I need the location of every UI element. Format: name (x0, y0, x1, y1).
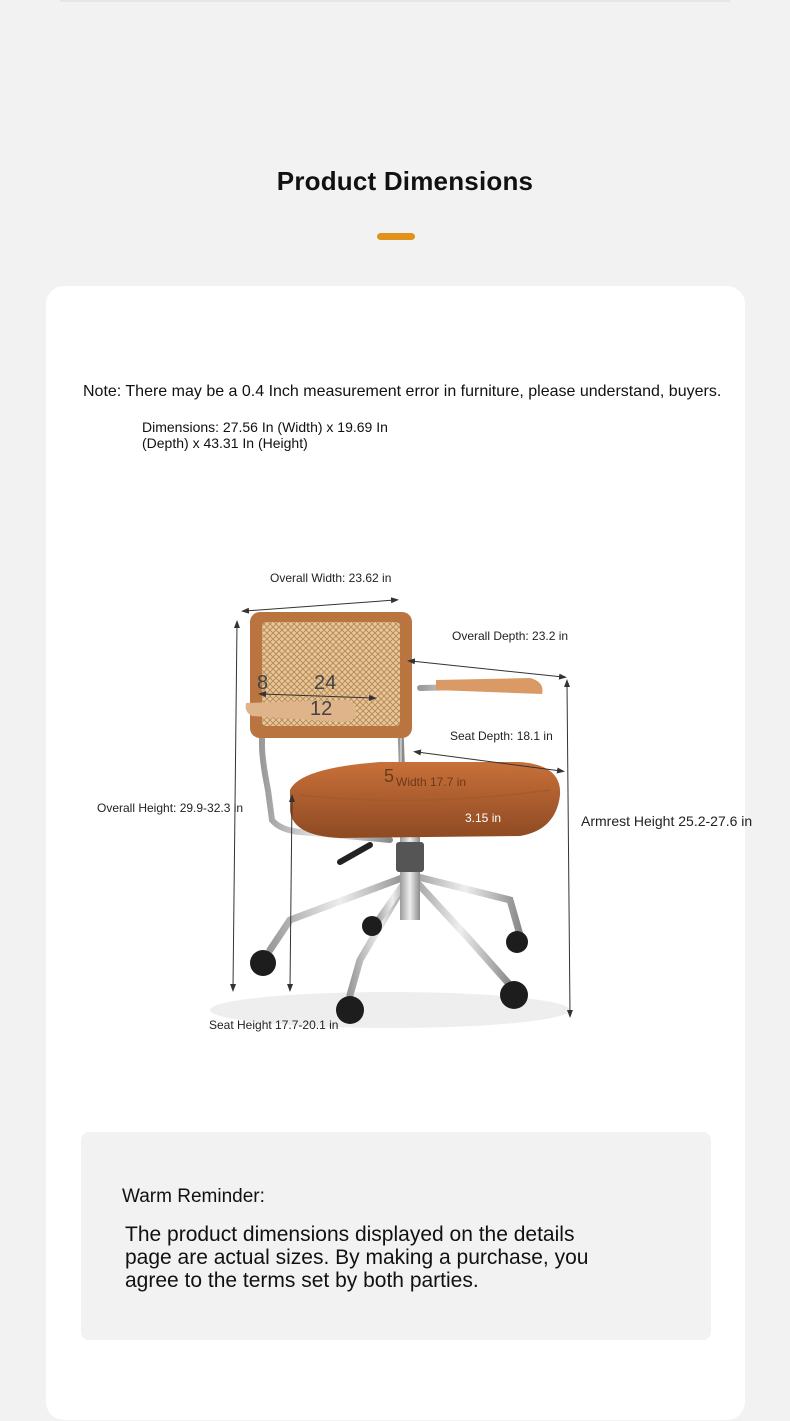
measurement-note: Note: There may be a 0.4 Inch measurement error in furniture, please understand, buyers. (83, 383, 722, 400)
chair-base (270, 875, 520, 995)
right-armrest (436, 678, 543, 694)
seat-mark: 5 (384, 766, 395, 786)
seat-depth-label: Seat Depth: 18.1 in (450, 729, 553, 743)
page-title: Product Dimensions (276, 166, 534, 196)
overall-height-label: Overall Height: 29.9-32.3 in (97, 801, 244, 815)
armrest-height-label: Armrest Height 25.2-27.6 in (581, 813, 753, 829)
overall-depth-label: Overall Depth: 23.2 in (452, 629, 569, 643)
backrest-mark-a: 8 (257, 672, 269, 694)
seat-thickness-label: 3.15 in (465, 811, 502, 825)
seat-height-label: Seat Height 17.7-20.1 in (209, 1018, 339, 1032)
backrest-mark-c: 12 (310, 698, 333, 720)
dimensions-text: Dimensions: 27.56 In (Width) x 19.69 In (Depth) x 43.31 In (Height) (142, 419, 388, 451)
warm-reminder-text: The product dimensions displayed on the details page are actual sizes. By making a purchase, you agree to the terms set by both parties. (125, 1223, 589, 1292)
overall-width-label: Overall Width: 23.62 in (270, 571, 392, 585)
backrest-mark-b: 24 (314, 672, 337, 694)
warm-reminder-title: Warm Reminder: (122, 1186, 265, 1207)
seat-width-label: Width 17.7 in (396, 775, 467, 789)
